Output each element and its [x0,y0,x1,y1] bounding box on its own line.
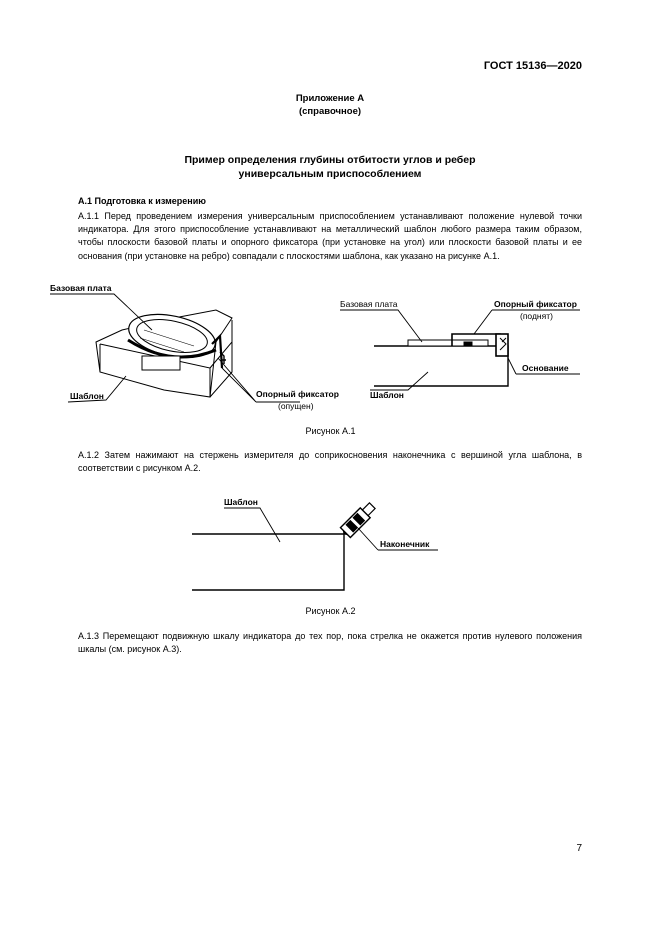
appendix-heading [80,92,580,118]
figure-a2 [180,494,470,598]
section-heading-a1: А.1 Подготовка к измерению [78,196,206,206]
figure-a1-caption: Рисунок А.1 [305,426,356,436]
figure-a1-right-stop-state-label: (поднят) [520,311,553,321]
paragraph-a1-2: А.1.2 Затем нажимают на стержень измерителя до соприкосновения наконечника с вершиной угла шаблона, в соответствии с рисунком А.2. [78,450,582,474]
figure-a1-stop-state-label: (опущен) [278,401,314,411]
page-number: 7 [576,843,582,854]
figure-a1-template-label: Шаблон [70,391,104,401]
figure-a1-right-template-label: Шаблон [370,390,404,400]
figure-a1 [44,272,604,422]
figure-a1-left-drawing [96,307,232,397]
document-code: ГОСТ 15136—2020 [483,60,582,72]
paragraph-a1-1: А.1.1 Перед проведением измерения универсальным приспособлением устанавливают положение нулевой точки индикатора. Для этого приспособление устанавливают на металлический шаблон любого размера таким образом, чтобы плоскости базовой платы и опорного фиксатора (при установке на угол) или плоскости базовой платы и ее основания (при установке на ребро) совпадали с плоскостями шаблона, как указано на рисунке А.1. [78,211,582,261]
page-title [80,153,580,181]
figure-a1-right-drawing [374,334,508,386]
figure-a1-stop-label: Опорный фиксатор [256,389,339,399]
figure-a2-template-label: Шаблон [224,497,258,507]
appendix-title: Приложение А [295,93,365,104]
figure-a1-right-leaders [340,310,580,390]
appendix-subtitle: (справочное) [298,106,362,117]
figure-a1-right-stop-label: Опорный фиксатор [494,299,577,309]
figure-a2-tip-label: Наконечник [380,539,430,549]
figure-a2-drawing [192,501,377,590]
paragraph-a1-3: А.1.3 Перемещают подвижную шкалу индикатора до тех пор, пока стрелка не окажется против нулевого положения шкалы (см. рисунок А.3). [78,631,582,655]
page-title-line-1: Пример определения глубины отбитости углов и ребер [184,154,476,166]
figure-a1-right-base-plate-label: Базовая плата [340,299,398,309]
figure-a2-caption: Рисунок А.2 [305,606,356,616]
figure-a1-right-base-label: Основание [522,363,569,373]
figure-a1-base-plate-label: Базовая плата [50,283,112,293]
page-title-line-2: универсальным приспособлением [238,168,422,180]
